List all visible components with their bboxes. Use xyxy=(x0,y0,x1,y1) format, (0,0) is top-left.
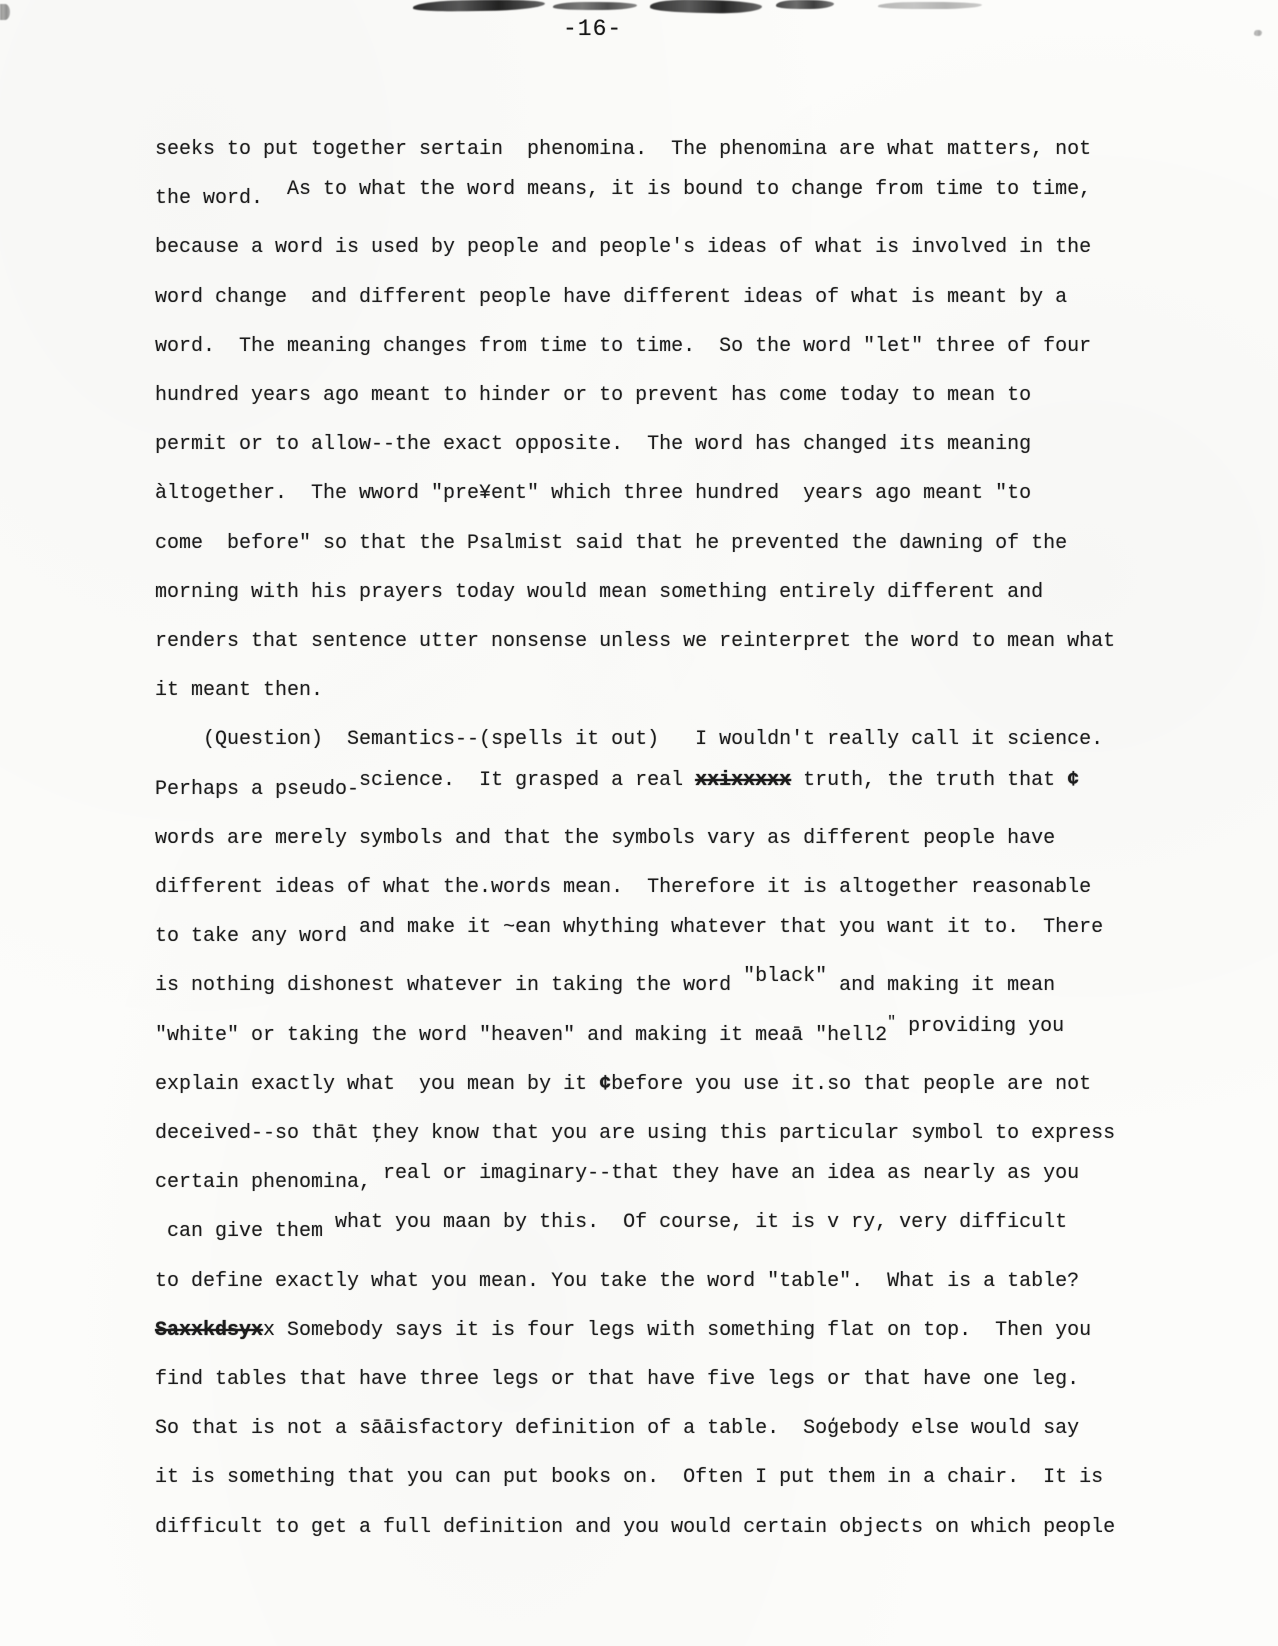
text-run: As to what the word means, it is bound to change from time to time, xyxy=(287,178,1092,202)
text-line xyxy=(155,916,1104,949)
text-line xyxy=(155,1162,1080,1195)
text-run: Saxxkdsyx xyxy=(155,1318,264,1342)
text-line xyxy=(155,1318,1092,1342)
text-run: science. It grasped a real xyxy=(359,768,696,792)
text-run: "white" or taking the word "heaven" and making it meaā "hell2 xyxy=(155,1023,888,1047)
ink-smudge xyxy=(0,4,10,20)
text-line xyxy=(155,730,1103,750)
text-run: different ideas of what the.words mean. Therefore it is altogether reasonable xyxy=(155,876,1092,899)
ink-smudge xyxy=(776,0,834,9)
ink-smudge xyxy=(878,2,982,9)
text-line xyxy=(155,580,1044,604)
text-run: permit or to allow--the exact opposite. The word has changed its meaning xyxy=(155,433,1032,457)
text-line xyxy=(155,878,1091,898)
text-run: words are merely symbols and that the symbols vary as different people have xyxy=(155,826,1056,850)
text-run: providing you xyxy=(896,1014,1065,1038)
text-line xyxy=(155,826,1056,850)
text-line xyxy=(155,1419,1079,1439)
text-run: Perhaps a pseudo- xyxy=(155,777,360,801)
text-run: to define exactly what you mean. You take the word "table". What is a table? xyxy=(155,1269,1080,1293)
text-line xyxy=(155,1515,1116,1539)
text-line xyxy=(155,1468,1103,1488)
text-run: to take any word xyxy=(155,925,360,949)
text-run: xxixxxxx xyxy=(695,768,792,792)
text-line xyxy=(155,531,1068,555)
text-run: ¢ xyxy=(599,1072,612,1096)
text-line xyxy=(155,435,1031,455)
text-run: and make it ~ean whything whatever that you want it to. There xyxy=(359,916,1104,940)
text-run: morning with his prayers today would mean something entirely different and xyxy=(155,580,1044,604)
text-run: can give them xyxy=(155,1220,336,1244)
text-run: explain exactly what you mean by it xyxy=(155,1072,600,1096)
text-run: (Question) Semantics--(spells it out) I wouldn't really call it science. xyxy=(155,728,1104,752)
text-line xyxy=(155,1072,1092,1096)
text-run: difficult to get a full definition and you would certain objects on which people xyxy=(155,1515,1116,1539)
text-line xyxy=(155,484,1031,504)
text-run: find tables that have three legs or that have five legs or that have one leg. xyxy=(155,1368,1080,1391)
text-run: x Somebody says it is four legs with something flat on top. Then you xyxy=(263,1318,1092,1342)
text-run: and making it mean xyxy=(827,974,1056,998)
text-run: real or imaginary--that they have an idea as nearly as you xyxy=(383,1162,1080,1186)
text-line xyxy=(155,1370,1079,1390)
ink-smudge xyxy=(553,2,637,10)
ink-smudge xyxy=(1254,30,1262,36)
text-run: word. The meaning changes from time to time. So the word "let" three of four xyxy=(155,334,1092,358)
text-run: ¢ xyxy=(1067,768,1080,792)
text-run: because a word is used by people and people's ideas of what is involved in the xyxy=(155,236,1092,260)
text-line xyxy=(155,1269,1080,1293)
text-run: deceived--so thāt ţhey know that you are using this particular symbol to express xyxy=(155,1122,1116,1145)
text-run: come before" so that the Psalmist said that he prevented the dawning of the xyxy=(155,531,1068,555)
text-line xyxy=(155,386,1031,406)
text-line xyxy=(155,238,1091,258)
text-run: it meant then. xyxy=(155,679,324,703)
text-run: hundred years ago meant to hinder or to prevent has come today to mean to xyxy=(155,384,1032,407)
text-run: before you use it.so that people are not xyxy=(611,1072,1092,1096)
text-run: renders that sentence utter nonsense unless we reinterpret the word to mean what xyxy=(155,630,1116,653)
text-line xyxy=(155,965,1056,998)
text-run: " xyxy=(887,1013,897,1031)
text-run: word change and different people have different ideas of what is meant by a xyxy=(155,285,1068,309)
text-run: is nothing dishonest whatever in taking the word xyxy=(155,974,744,998)
text-line xyxy=(155,140,1091,160)
text-run: seeks to put together sertain phenomina. The phenomina are what matters, not xyxy=(155,138,1092,161)
text-line xyxy=(155,1124,1115,1144)
text-run: the word. xyxy=(155,187,288,211)
page-number: -16- xyxy=(563,16,623,42)
text-line xyxy=(155,681,323,701)
text-line xyxy=(155,334,1092,358)
text-run: So that is not a sāāisfactory definition of a table. Soģebody else would say xyxy=(155,1417,1080,1441)
text-run: truth, the truth that xyxy=(791,768,1068,792)
text-line xyxy=(155,768,1080,801)
ink-smudge xyxy=(650,0,762,14)
text-run: àltogether. The wword "pre¥ent" which three hundred years ago meant "to xyxy=(155,482,1032,506)
text-line xyxy=(155,1211,1068,1244)
text-line xyxy=(155,178,1092,211)
ink-smudge xyxy=(413,0,545,12)
text-run: certain phenomina, xyxy=(155,1171,384,1195)
text-run: "black" xyxy=(743,965,828,989)
text-line xyxy=(155,285,1068,309)
text-line xyxy=(155,1013,1065,1047)
text-line xyxy=(155,632,1115,652)
text-run: what you maan by this. Of course, it is v ry, very difficult xyxy=(335,1211,1068,1235)
text-run: it is something that you can put books on. Often I put them in a chair. It is xyxy=(155,1466,1104,1490)
